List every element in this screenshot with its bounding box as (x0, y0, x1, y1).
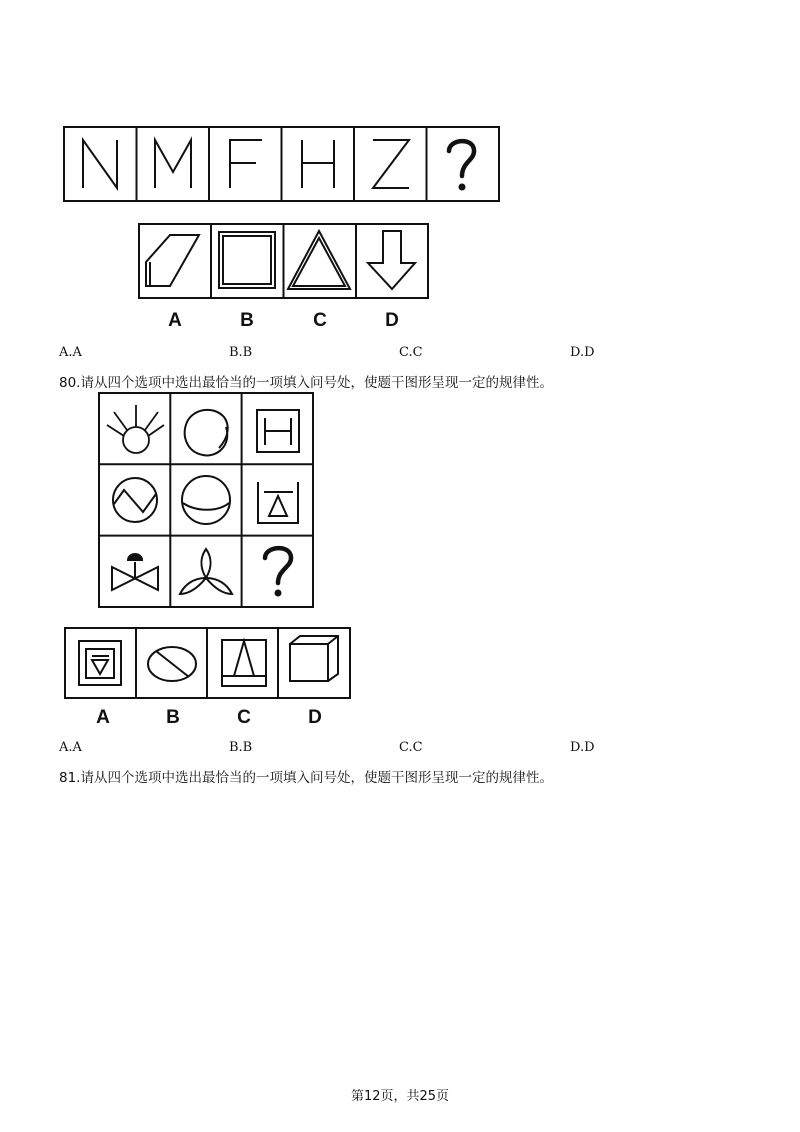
q80-option-a-figure (79, 641, 121, 685)
q80-zigzag-circle-icon (113, 478, 157, 522)
q80-option-c-figure (222, 640, 266, 686)
page-footer: 第12页，共25页 (350, 1089, 450, 1104)
q80-arc-circle-icon (182, 476, 230, 524)
q80-figure-label-a: A (96, 707, 110, 728)
q79-option-a[interactable]: A.A (59, 345, 82, 360)
q80-option-b[interactable]: B.B (229, 740, 253, 755)
q80-sun-icon (107, 405, 164, 453)
q80-question-mark (265, 548, 291, 596)
q80-option-d-figure (290, 636, 338, 681)
q79-option-d[interactable]: D.D (570, 345, 595, 360)
q79-figure-label-b: B (240, 310, 254, 331)
q80-figure-label-d: D (308, 707, 322, 728)
q79-option-b[interactable]: B.B (229, 345, 253, 360)
q81-question-text: 81.请从四个选项中选出最恰当的一项填入问号处，使题干图形呈现一定的规律性。 (59, 770, 553, 786)
q80-h-in-square-icon (257, 410, 299, 452)
q79-figure-label-d: D (385, 310, 399, 331)
q80-option-b-figure (148, 647, 196, 681)
q80-three-petal-icon (180, 549, 232, 594)
q80-option-a[interactable]: A.A (59, 740, 82, 755)
q80-figure-label-c: C (237, 707, 251, 728)
q80-open-circle-icon (185, 410, 228, 456)
q79-figure-label-c: C (313, 310, 327, 331)
q80-figure-label-b: B (166, 707, 180, 728)
q80-triangle-in-cup-icon (258, 482, 298, 523)
q80-question-text: 80.请从四个选项中选出最恰当的一项填入问号处，使题干图形呈现一定的规律性。 (59, 375, 553, 391)
q80-option-d[interactable]: D.D (570, 740, 595, 755)
q79-option-c[interactable]: C.C (399, 345, 423, 360)
q80-option-c[interactable]: C.C (399, 740, 423, 755)
q79-figure-label-a: A (168, 310, 182, 331)
q80-valve-icon (112, 554, 158, 590)
